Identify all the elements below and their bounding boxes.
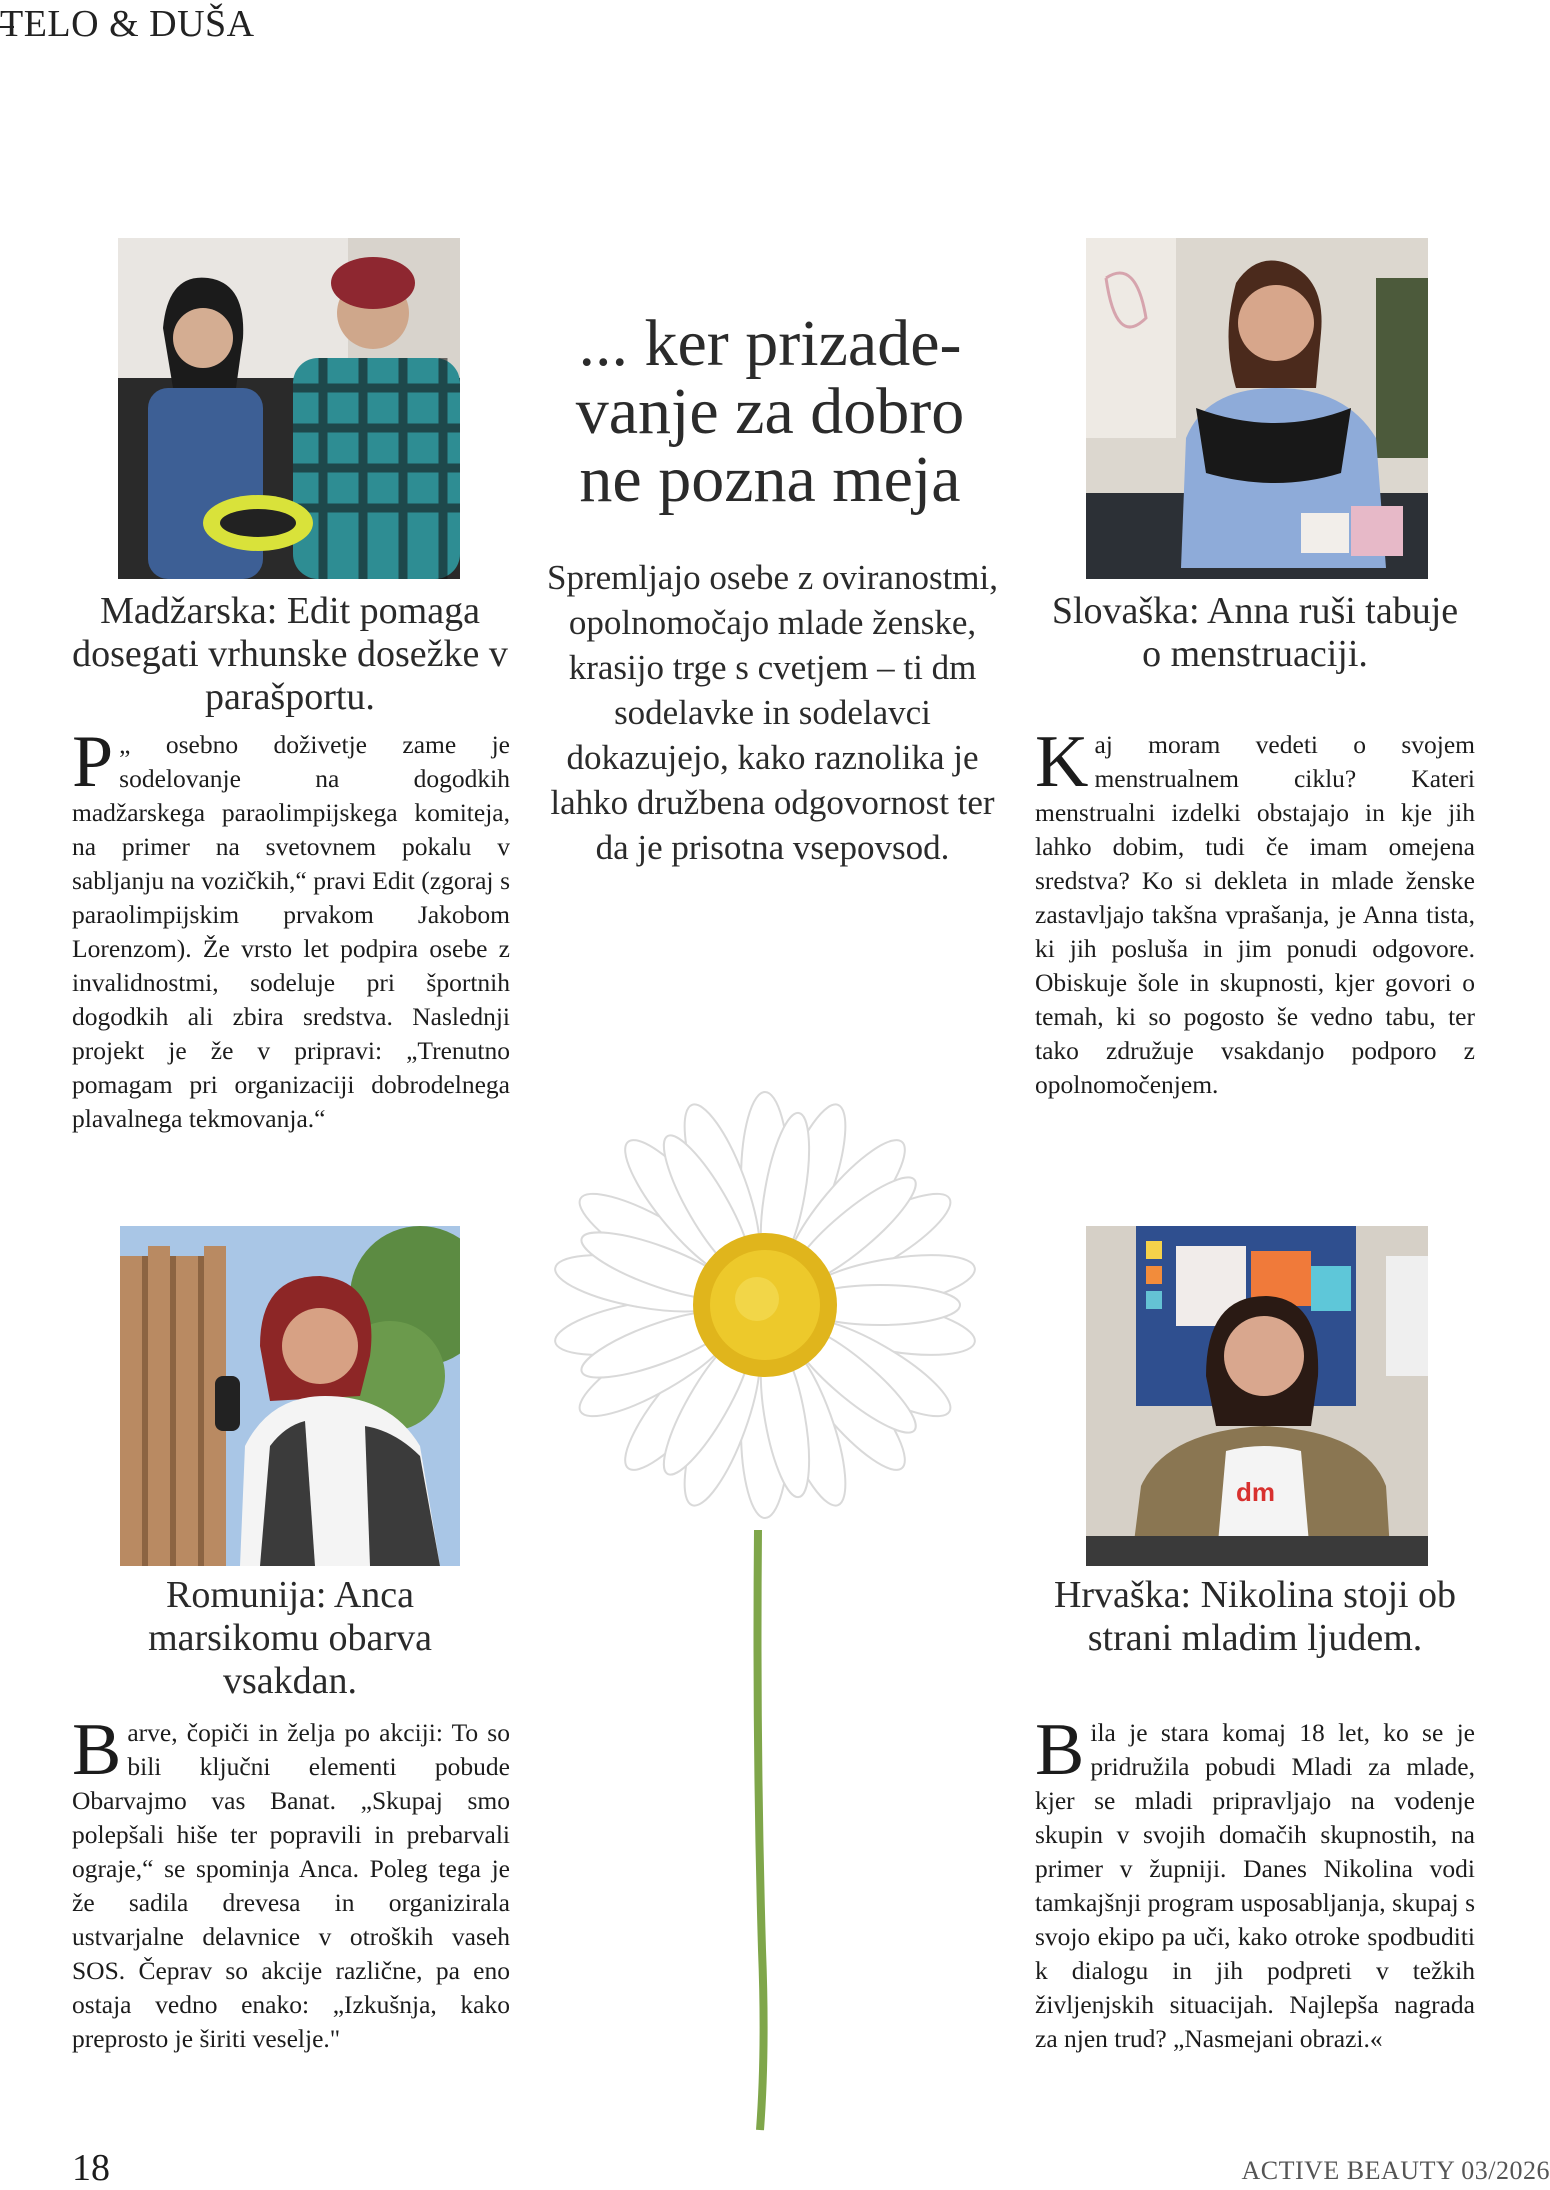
daisy-illustration xyxy=(520,1090,1010,2140)
feature-title xyxy=(520,307,1020,516)
drop-cap: B xyxy=(72,1709,122,1791)
story-heading-croatia: Hrvaška: Nikolina stoji ob strani mladim ljudem. xyxy=(1053,1574,1457,1659)
story-heading-slovakia: Slovaška: Anna ruši tabuje o menstruaciji. xyxy=(1051,590,1459,675)
story-body-croatia xyxy=(1035,1709,1475,2056)
story-body-hungary xyxy=(72,721,510,1136)
drop-cap: K xyxy=(1035,721,1089,803)
photo-anca-romania xyxy=(120,1226,460,1566)
story-text: arve, čopiči in želja po akciji: To so bili ključni elementi pobude Obarvajmo vas Banat. „Skupaj smo polepšali hiše ter popravili in prebarvali ograje,“ se spominja Anca. Poleg tega je že sadila drevesa in organizirala ustvarjalne delavnice v otroških vaseh SOS. Čeprav so akcije različne, pa eno ostaja vedno enako: „Izkušnja, kako preprosto je širiti veselje." xyxy=(72,1718,510,2053)
feature-title-line: vanje za dobro xyxy=(575,375,965,448)
feature-intro: Spremljajo osebe z oviranostmi, opolnomočajo mlade ženske, krasijo trge s cvetjem – ti dm sodelavke in sodelavci dokazujejo, kako raznolika je lahko družbena odgovornost ter da je prisotna vsepovsod. xyxy=(546,558,999,867)
story-text: aj moram vedeti o svojem menstrualnem ciklu? Kateri menstrualni izdelki obstajajo in kje jih lahko dobim, tudi če imam omejena sredstva? Ko si dekleta in mlade ženske zastavljajo takšna vprašanja, je Anna tista, ki jih posluša in jim ponudi odgovore. Obiskuje šole in skupnosti, kjer govori o temah, ki so pogosto še vedno tabu, ter tako združuje vsakdanjo podporo z opolnomočenjem. xyxy=(1035,730,1475,1099)
drop-cap: B xyxy=(1035,1709,1085,1791)
story-text: „ osebno doživetje zame je sodelovanje na dogodkih madžarskega paraolimpijskega komiteja, na primer na svetovnem pokalu v sabljanju na vozičkih,“ pravi Edit (zgoraj s paraolimpijskim prvakom Jakobom Lorenzom). Že vrsto let podpira osebe z invalidnostmi, sodeluje pri športnih dogodkih ali zbira sredstva. Naslednji projekt je že v pripravi: „Trenutno pomagam pri organizaciji dobrodelnega plavalnega tekmovanja.“ xyxy=(72,730,510,1133)
photo-anna-slovakia xyxy=(1086,238,1428,579)
drop-cap: P xyxy=(72,721,114,803)
feature-title-line: ... ker prizade- xyxy=(578,307,962,380)
magazine-issue: ACTIVE BEAUTY 03/2026 xyxy=(1241,2156,1550,2185)
story-heading-romania: Romunija: Anca marsikomu obarva vsakdan. xyxy=(148,1574,432,1702)
section-label xyxy=(0,2,255,46)
story-heading-hungary: Madžarska: Edit pomaga dosegati vrhunske dosežke v parašportu. xyxy=(72,590,508,718)
story-body-romania xyxy=(72,1709,510,2056)
section-label-text: TELO & DUŠA xyxy=(0,3,255,45)
story-text: ila je stara komaj 18 let, ko se je pridružila pobudi Mladi za mlade, kjer se mladi pripravljajo na vodenje skupin v svojih domačih skupnostih, na primer v župniji. Danes Nikolina vodi tamkajšnji program usposabljanja, skupaj s svojo ekipo pa uči, kako otroke spodbuditi k dialogu in jih podpreti v težkih življenjskih situacijah. Najlepša nagrada za njen trud? „Nasmejani obrazi.« xyxy=(1035,1718,1475,2053)
feature-title-line: ne pozna meja xyxy=(579,443,961,516)
story-body-slovakia xyxy=(1035,721,1475,1102)
photo-nikolina-croatia xyxy=(1086,1226,1428,1566)
photo-edit-hungary xyxy=(118,238,460,579)
page-number: 18 xyxy=(72,2147,110,2189)
svg-text:dm: dm xyxy=(1236,1477,1275,1507)
